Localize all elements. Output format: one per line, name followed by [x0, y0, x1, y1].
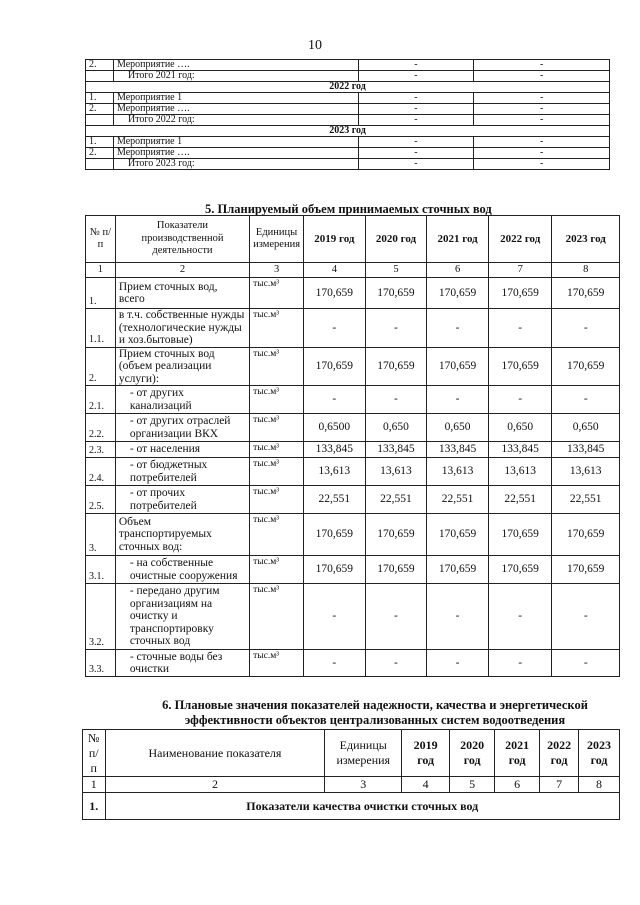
- value-cell: 133,845: [427, 442, 489, 458]
- value-cell: -: [365, 650, 427, 677]
- row-num: [86, 115, 114, 126]
- table-row: [86, 650, 620, 677]
- row-num: 2.3.: [86, 442, 116, 458]
- value-cell: 22,551: [427, 486, 489, 514]
- colnum: 5: [450, 777, 495, 793]
- value-cell: 13,613: [365, 458, 427, 486]
- colnum: 2: [115, 263, 249, 278]
- value-cell: -: [474, 93, 610, 104]
- value-cell: -: [304, 386, 366, 414]
- row-num: 3.3.: [86, 650, 116, 677]
- colnum: 6: [495, 777, 540, 793]
- header-year: 2021 год: [427, 216, 489, 263]
- value-cell: -: [474, 104, 610, 115]
- measure-name: Мероприятие 1: [113, 93, 358, 104]
- value-cell: -: [427, 309, 489, 348]
- value-cell: -: [358, 93, 474, 104]
- unit-cell: тыс.м³: [250, 347, 304, 386]
- unit-cell: тыс.м³: [250, 414, 304, 442]
- indicator-name: - от прочих потребителей: [115, 486, 249, 514]
- header-unit: Единицы измерения: [325, 730, 402, 777]
- table-row: [86, 60, 610, 71]
- row-num: 1.: [86, 137, 114, 148]
- value-cell: 133,845: [304, 442, 366, 458]
- value-cell: 0,650: [365, 414, 427, 442]
- value-cell: 22,551: [488, 486, 552, 514]
- total-row: [86, 115, 610, 126]
- table-row: [86, 148, 610, 159]
- indicator-name: - на собственные очистные сооружения: [115, 556, 249, 584]
- row-num: 1.1.: [86, 309, 116, 348]
- table-row: [86, 556, 620, 584]
- value-cell: -: [358, 104, 474, 115]
- value-cell: -: [552, 386, 620, 414]
- table-row: [86, 93, 610, 104]
- table-row: [86, 347, 620, 386]
- colnum: 2: [105, 777, 325, 793]
- unit-cell: тыс.м³: [250, 650, 304, 677]
- value-cell: 170,659: [427, 514, 489, 556]
- section6-title: [140, 698, 610, 728]
- row-num: 2.2.: [86, 414, 116, 442]
- section5-title: 5. Планируемый объем принимаемых сточных вод: [205, 202, 492, 216]
- value-cell: 170,659: [488, 278, 552, 309]
- value-cell: -: [474, 148, 610, 159]
- indicator-name: - от населения: [115, 442, 249, 458]
- value-cell: 170,659: [552, 278, 620, 309]
- year-row: [86, 82, 610, 93]
- value-cell: 170,659: [427, 556, 489, 584]
- colnum: 8: [579, 777, 620, 793]
- row-num: [86, 159, 114, 170]
- unit-cell: тыс.м³: [250, 309, 304, 348]
- header-name: Показатели производственной деятельности: [115, 216, 249, 263]
- unit-cell: тыс.м³: [250, 486, 304, 514]
- header-num: № п/ п: [83, 730, 106, 777]
- value-cell: -: [304, 650, 366, 677]
- indicator-name: Прием сточных вод (объем реализации услуги):: [115, 347, 249, 386]
- row-num: 2.4.: [86, 458, 116, 486]
- value-cell: 13,613: [552, 458, 620, 486]
- table-row: [86, 386, 620, 414]
- value-cell: -: [358, 71, 474, 82]
- indicator-name: - от других канализаций: [115, 386, 249, 414]
- value-cell: 170,659: [552, 556, 620, 584]
- header-year: 2021 год: [495, 730, 540, 777]
- value-cell: 170,659: [304, 514, 366, 556]
- value-cell: 0,650: [488, 414, 552, 442]
- value-cell: 133,845: [488, 442, 552, 458]
- value-cell: 170,659: [365, 556, 427, 584]
- indicator-name: в т.ч. собственные нужды (технологические нужды и хоз.бытовые): [115, 309, 249, 348]
- value-cell: -: [552, 584, 620, 650]
- value-cell: 0,6500: [304, 414, 366, 442]
- table-row: [86, 309, 620, 348]
- value-cell: 170,659: [427, 347, 489, 386]
- indicator-name: Прием сточных вод, всего: [115, 278, 249, 309]
- year-label: 2023 год: [86, 126, 610, 137]
- value-cell: -: [427, 650, 489, 677]
- colnum: 3: [325, 777, 402, 793]
- value-cell: -: [488, 650, 552, 677]
- value-cell: -: [474, 159, 610, 170]
- value-cell: -: [552, 309, 620, 348]
- value-cell: 13,613: [304, 458, 366, 486]
- indicator-name: - от бюджетных потребителей: [115, 458, 249, 486]
- value-cell: -: [358, 159, 474, 170]
- total-label: Итого 2022 год:: [113, 115, 358, 126]
- header-name: Наименование показателя: [105, 730, 325, 777]
- value-cell: -: [365, 309, 427, 348]
- row-num: 3.1.: [86, 556, 116, 584]
- value-cell: -: [488, 309, 552, 348]
- year-row: [86, 126, 610, 137]
- value-cell: 170,659: [552, 347, 620, 386]
- measure-name: Мероприятие ….: [113, 104, 358, 115]
- value-cell: -: [474, 60, 610, 71]
- colnum: 1: [83, 777, 106, 793]
- table-row: [86, 442, 620, 458]
- indicator-name: Объем транспортируемых сточных вод:: [115, 514, 249, 556]
- table-row: [86, 278, 620, 309]
- row-num: [86, 71, 114, 82]
- header-year: 2023 год: [579, 730, 620, 777]
- colnum: 6: [427, 263, 489, 278]
- measure-name: Мероприятие ….: [113, 60, 358, 71]
- unit-cell: тыс.м³: [250, 514, 304, 556]
- value-cell: -: [474, 115, 610, 126]
- header-num: № п/п: [86, 216, 116, 263]
- row-num: 1.: [83, 793, 106, 820]
- value-cell: -: [358, 137, 474, 148]
- colnum: 8: [552, 263, 620, 278]
- value-cell: 170,659: [488, 347, 552, 386]
- value-cell: 170,659: [552, 514, 620, 556]
- total-label: Итого 2021 год:: [113, 71, 358, 82]
- colnum: 4: [304, 263, 366, 278]
- value-cell: 170,659: [488, 514, 552, 556]
- value-cell: 22,551: [365, 486, 427, 514]
- total-row: [86, 159, 610, 170]
- value-cell: -: [358, 148, 474, 159]
- header-year: 2019 год: [402, 730, 450, 777]
- row-num: 1.: [86, 278, 116, 309]
- value-cell: -: [427, 386, 489, 414]
- colnum: 1: [86, 263, 116, 278]
- header-year: 2020 год: [365, 216, 427, 263]
- row-num: 2.: [86, 60, 114, 71]
- value-cell: -: [365, 584, 427, 650]
- table-row: [86, 584, 620, 650]
- value-cell: 170,659: [427, 278, 489, 309]
- unit-cell: тыс.м³: [250, 386, 304, 414]
- header-year: 2023 год: [552, 216, 620, 263]
- total-label: Итого 2023 год:: [113, 159, 358, 170]
- header-unit: Единицы измерения: [250, 216, 304, 263]
- unit-cell: тыс.м³: [250, 556, 304, 584]
- page-number: 10: [308, 38, 322, 53]
- value-cell: -: [358, 60, 474, 71]
- value-cell: -: [365, 386, 427, 414]
- row-num: 2.1.: [86, 386, 116, 414]
- year-label: 2022 год: [86, 82, 610, 93]
- value-cell: -: [552, 650, 620, 677]
- colnum: 5: [365, 263, 427, 278]
- row-num: 3.: [86, 514, 116, 556]
- row-num: 2.: [86, 104, 114, 115]
- value-cell: 170,659: [488, 556, 552, 584]
- indicators-table: [82, 729, 620, 820]
- row-num: 3.2.: [86, 584, 116, 650]
- table-row: [86, 486, 620, 514]
- header-year: 2020 год: [450, 730, 495, 777]
- indicator-name: - сточные воды без очистки: [115, 650, 249, 677]
- colnum: 7: [488, 263, 552, 278]
- value-cell: 22,551: [552, 486, 620, 514]
- colnum: 3: [250, 263, 304, 278]
- value-cell: -: [474, 71, 610, 82]
- table-row: [86, 458, 620, 486]
- table-row: [86, 137, 610, 148]
- wastewater-volume-table: [85, 215, 620, 677]
- total-row: [86, 71, 610, 82]
- row-num: 2.: [86, 347, 116, 386]
- table-row: [86, 514, 620, 556]
- value-cell: 13,613: [427, 458, 489, 486]
- table-row: [86, 104, 610, 115]
- value-cell: 170,659: [365, 514, 427, 556]
- value-cell: -: [427, 584, 489, 650]
- value-cell: 13,613: [488, 458, 552, 486]
- measures-table: [85, 59, 610, 170]
- value-cell: 170,659: [304, 556, 366, 584]
- value-cell: 170,659: [304, 347, 366, 386]
- value-cell: 0,650: [427, 414, 489, 442]
- measure-name: Мероприятие 1: [113, 137, 358, 148]
- value-cell: -: [304, 309, 366, 348]
- unit-cell: тыс.м³: [250, 278, 304, 309]
- colnum: 4: [402, 777, 450, 793]
- colnum: 7: [540, 777, 579, 793]
- value-cell: 170,659: [304, 278, 366, 309]
- value-cell: 170,659: [365, 278, 427, 309]
- measure-name: Мероприятие ….: [113, 148, 358, 159]
- header-year: 2022 год: [488, 216, 552, 263]
- row-num: 2.: [86, 148, 114, 159]
- header-year: 2022 год: [540, 730, 579, 777]
- value-cell: 133,845: [552, 442, 620, 458]
- value-cell: 170,659: [365, 347, 427, 386]
- value-cell: -: [474, 137, 610, 148]
- header-year: 2019 год: [304, 216, 366, 263]
- section6-title-line2: эффективности объектов централизованных систем водоотведения: [184, 713, 566, 727]
- table-row: [86, 414, 620, 442]
- value-cell: 0,650: [552, 414, 620, 442]
- value-cell: -: [358, 115, 474, 126]
- row-num: 1.: [86, 93, 114, 104]
- value-cell: -: [488, 584, 552, 650]
- row-num: 2.5.: [86, 486, 116, 514]
- unit-cell: тыс.м³: [250, 442, 304, 458]
- indicator-name: - передано другим организациям на очистку и транспортировку сточных вод: [115, 584, 249, 650]
- value-cell: 133,845: [365, 442, 427, 458]
- unit-cell: тыс.м³: [250, 458, 304, 486]
- value-cell: -: [304, 584, 366, 650]
- section6-title-line1: 6. Плановые значения показателей надежности, качества и энергетической: [162, 698, 588, 712]
- value-cell: -: [488, 386, 552, 414]
- section-row-label: Показатели качества очистки сточных вод: [105, 793, 620, 820]
- value-cell: 22,551: [304, 486, 366, 514]
- indicator-name: - от других отраслей организации ВКХ: [115, 414, 249, 442]
- unit-cell: тыс.м³: [250, 584, 304, 650]
